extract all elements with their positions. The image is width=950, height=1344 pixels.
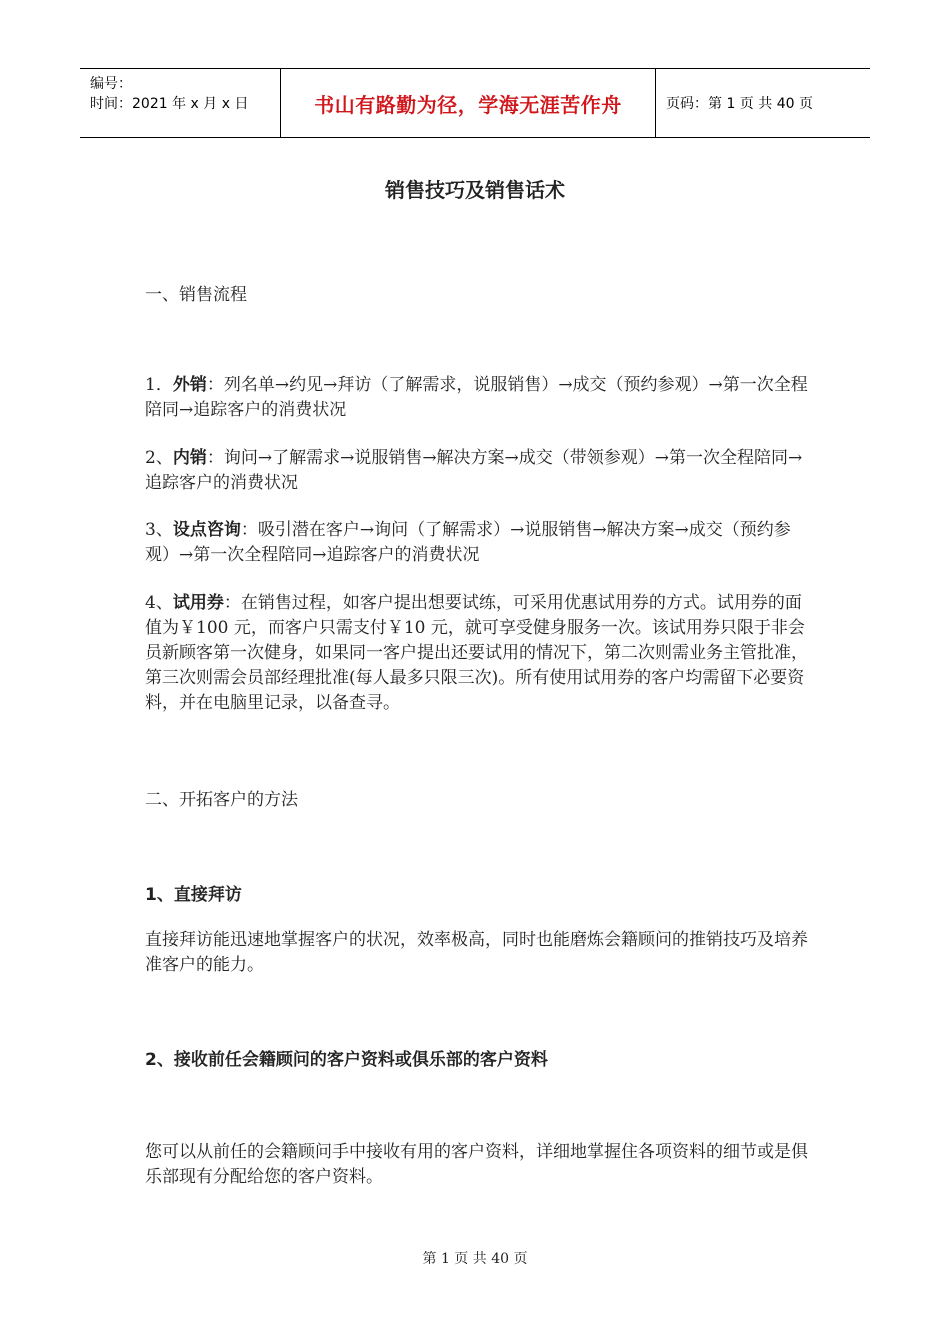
header-page-cell [656, 69, 870, 137]
document-title: 销售技巧及销售话术 [385, 178, 565, 202]
item-text: ：列名单→约见→拜访（了解需求，说服销售）→成交（预约参观）→第一次全程陪同→追踪客户的消费状况 [145, 375, 808, 420]
subheading-receive-records: 2、接收前任会籍顾问的客户资料或俱乐部的客户资料 [145, 1050, 548, 1070]
section-heading-sales-process: 一、销售流程 [145, 285, 247, 305]
item-prefix: 4、 [145, 593, 173, 613]
header-motto-cell [281, 69, 656, 137]
document-header [80, 68, 870, 138]
date-label: 时间：2021 年 x 月 x 日 [90, 96, 249, 112]
subheading-direct-visit: 1、直接拜访 [145, 885, 242, 905]
paragraph-receive-records: 您可以从前任的会籍顾问手中接收有用的客户资料，详细地掌握住各项资料的细节或是俱乐部现有分配给您的客户资料。 [145, 1142, 808, 1187]
item-text: ：在销售过程，如客户提出想要试练，可采用优惠试用券的方式。试用券的面值为￥100 元，而客户只需支付￥10 元，就可享受健身服务一次。该试用券只限于非会员新顾客第一次健身，如果同一客户提出还要试用的情况下，第二次则需业务主管批准，第三次则需会员部经理批准(每人最多只限三次)。所有使用试用券的客户均需留下必要资料，并在电脑里记录，以备查寻。 [145, 593, 808, 713]
item-label: 试用券 [172, 593, 224, 613]
process-item-outbound [145, 373, 810, 423]
item-label: 内销 [172, 448, 207, 468]
process-item-trial-voucher [145, 591, 810, 716]
motto-text: 书山有路勤为径，学海无涯苦作舟 [314, 92, 622, 117]
item-prefix: 1． [145, 375, 173, 395]
page-label: 页码：第 1 页 共 40 页 [666, 96, 813, 112]
item-text: ：吸引潜在客户→询问（了解需求）→说服销售→解决方案→成交（预约参观）→第一次全程陪同→追踪客户的消费状况 [145, 520, 791, 565]
item-text: ：询问→了解需求→说服销售→解决方案→成交（带领参观）→第一次全程陪同→追踪客户的消费状况 [145, 448, 803, 493]
section-heading-customer-methods: 二、开拓客户的方法 [145, 790, 298, 810]
header-info-cell [80, 69, 281, 137]
item-label: 外销 [172, 375, 207, 395]
process-item-booth [145, 518, 810, 568]
item-prefix: 3、 [145, 520, 173, 540]
item-prefix: 2、 [145, 448, 173, 468]
number-label: 编号： [90, 76, 132, 92]
process-item-inbound [145, 446, 810, 496]
page-footer: 第 1 页 共 40 页 [422, 1251, 528, 1267]
item-label: 设点咨询 [172, 520, 241, 540]
paragraph-direct-visit: 直接拜访能迅速地掌握客户的状况，效率极高，同时也能磨炼会籍顾问的推销技巧及培养准客户的能力。 [145, 930, 808, 975]
